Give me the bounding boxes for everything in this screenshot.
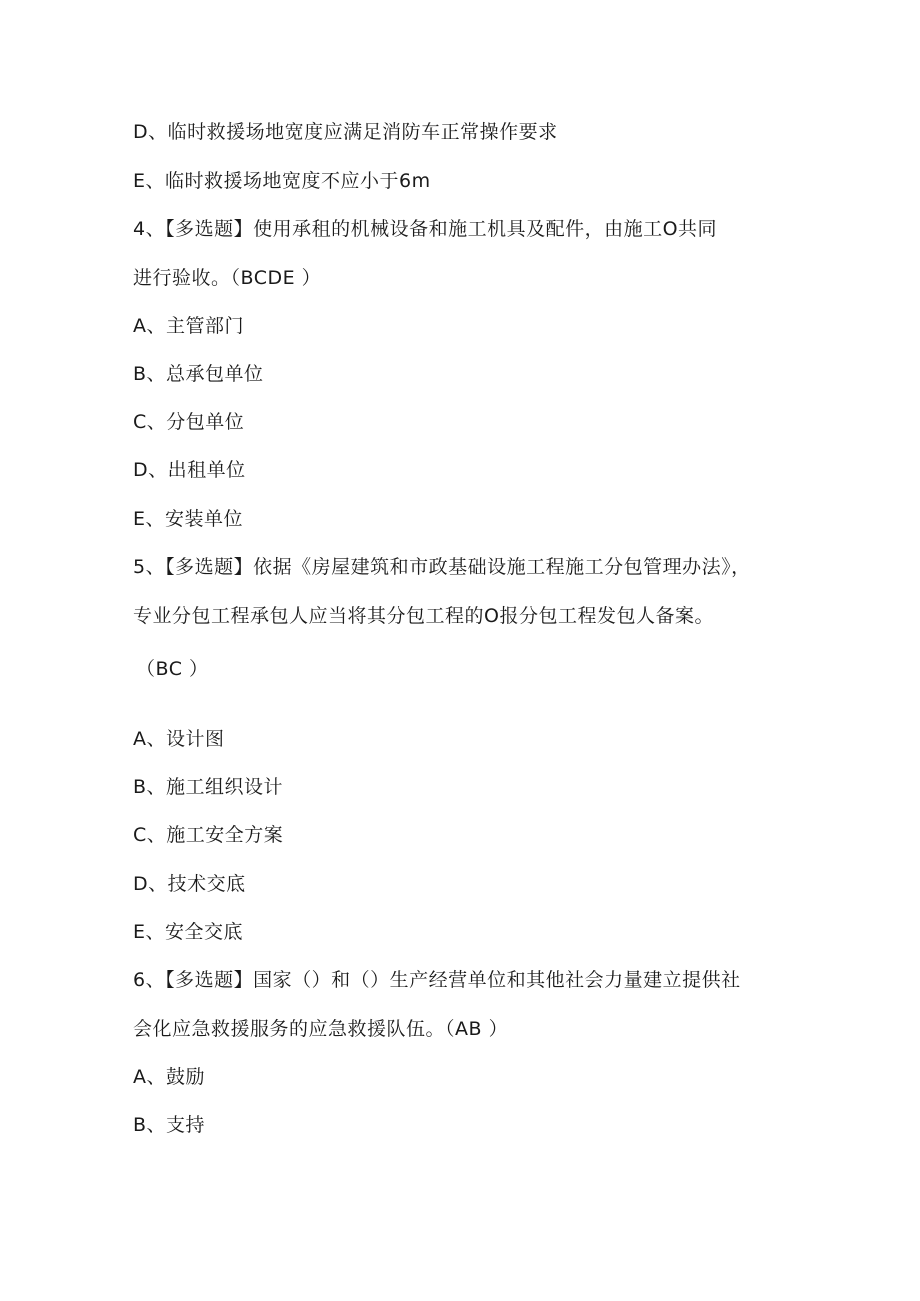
q4-option-b: B、总承包单位 bbox=[133, 363, 264, 385]
q3-option-e: E、临时救援场地宽度不应小于6m bbox=[133, 170, 431, 192]
q5-option-c: C、施工安全方案 bbox=[133, 824, 284, 846]
q4-option-c: C、分包单位 bbox=[133, 411, 245, 433]
q6-option-a: A、鼓励 bbox=[133, 1066, 205, 1088]
q4-question-line-1: 4、【多选题】使用承租的机械设备和施工机具及配件，由施工O共同 bbox=[133, 218, 718, 240]
q5-option-e: E、安全交底 bbox=[133, 921, 244, 943]
q4-option-a: A、主管部门 bbox=[133, 315, 244, 337]
q5-option-a: A、设计图 bbox=[133, 728, 225, 750]
q5-option-d: D、技术交底 bbox=[133, 873, 246, 895]
q5-question-line-2: 专业分包工程承包人应当将其分包工程的O报分包工程发包人备案。 bbox=[133, 605, 714, 627]
q6-option-b: B、支持 bbox=[133, 1114, 206, 1136]
q4-option-e: E、安装单位 bbox=[133, 508, 244, 530]
q5-answer: （BC ） bbox=[136, 658, 209, 680]
q4-option-d: D、出租单位 bbox=[133, 459, 246, 481]
q5-option-b: B、施工组织设计 bbox=[133, 776, 284, 798]
q6-question-line-2: 会化应急救援服务的应急救援队伍。（AB ） bbox=[133, 1018, 509, 1040]
q5-question-line-1: 5、【多选题】依据《房屋建筑和市政基础设施工程施工分包管理办法》， bbox=[133, 556, 751, 578]
q6-question-line-1: 6、【多选题】国家（）和（）生产经营单位和其他社会力量建立提供社 bbox=[133, 969, 741, 991]
q3-option-d: D、临时救援场地宽度应满足消防车正常操作要求 bbox=[133, 121, 558, 143]
q4-question-line-2: 进行验收。（BCDE ） bbox=[133, 267, 322, 289]
